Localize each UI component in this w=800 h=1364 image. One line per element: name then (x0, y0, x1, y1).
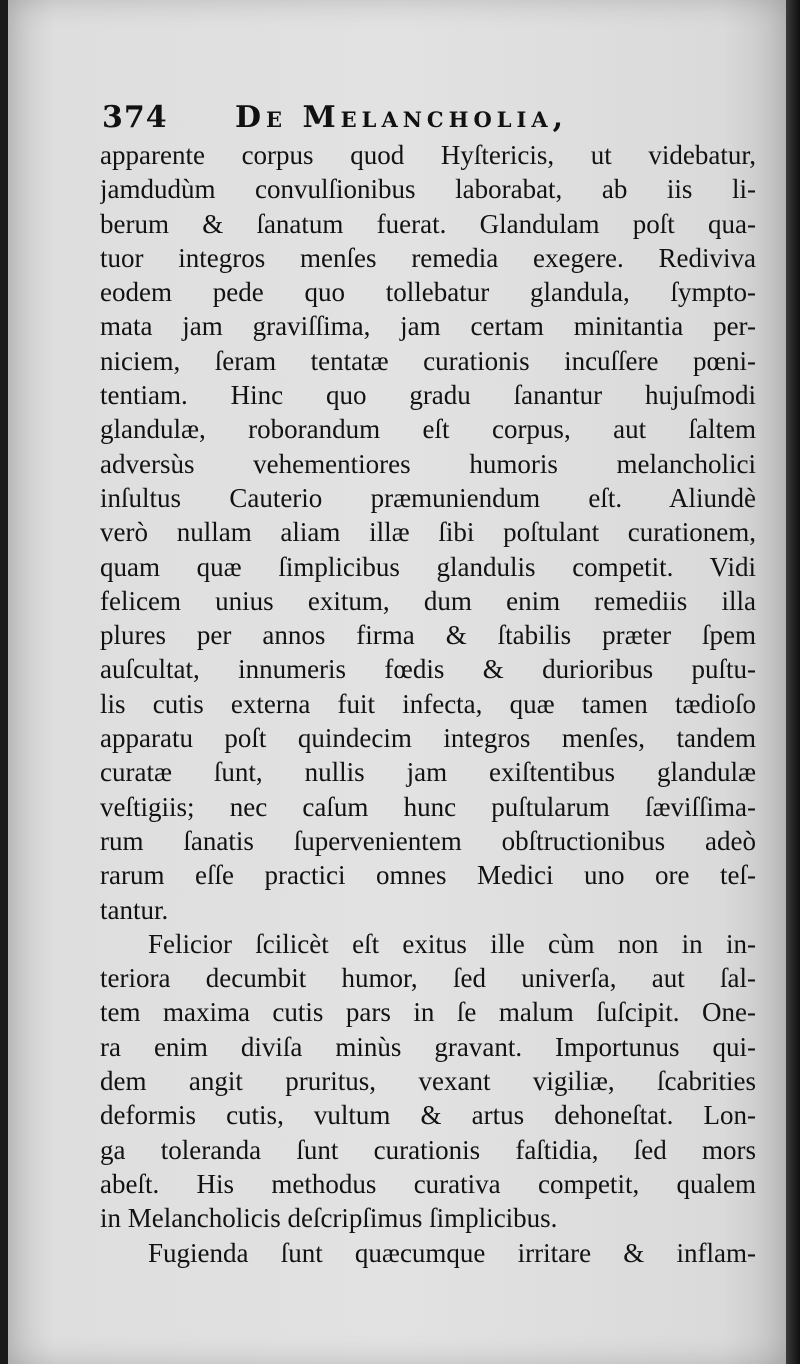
text-line: apparente corpus quod Hyſtericis, ut videbatur, (100, 140, 756, 170)
paragraph-start-line: Fugienda ſunt quæcumque irritare & inflam- (148, 1237, 756, 1268)
text-line: glandulæ, roborandum eſt corpus, aut ſaltem (100, 414, 756, 445)
text-line: adversùs vehementiores humoris melancholici (100, 448, 756, 479)
text-line: felicem unius exitum, dum enim remediis illa (100, 585, 756, 616)
text-line: abeſt. His methodus curativa competit, qualem (100, 1168, 756, 1199)
paragraph-start-line: Felicior ſcilicèt eſt exitus ille cùm non in in- (148, 928, 756, 959)
text-line: ra enim diviſa minùs gravant. Importunus qui- (100, 1031, 756, 1062)
text-line: rum ſanatis ſupervenientem obſtructionibus adeò (100, 825, 756, 856)
text-line: inſultus Cauterio præmuniendum eſt. Aliundè (100, 482, 756, 513)
text-line: apparatu poſt quindecim integros menſes, tandem (100, 723, 756, 754)
text-line: deformis cutis, vultum & artus dehoneſtat. Lon- (100, 1100, 756, 1131)
text-line: verò nullam aliam illæ ſibi poſtulant curationem, (100, 517, 756, 548)
page-number: 374 (102, 100, 168, 135)
text-line: jamdudùm convulſionibus laborabat, ab iis li- (100, 174, 756, 205)
running-title: De Melancholia, (235, 100, 569, 135)
book-page (8, 0, 786, 1364)
text-line: eodem pede quo tollebatur glandula, ſympto- (100, 277, 756, 308)
text-line: plures per annos firma & ſtabilis præter ſpem (100, 620, 756, 651)
text-line: tentiam. Hinc quo gradu ſanantur hujuſmodi (100, 380, 756, 411)
text-line: curatæ ſunt, nullis jam exiſtentibus glandulæ (100, 757, 756, 788)
page-header (102, 100, 742, 140)
body-text (100, 138, 756, 1270)
text-line: mata jam graviſſima, jam certam minitantia per- (100, 311, 756, 342)
text-line: tuor integros menſes remedia exegere. Rediviva (100, 242, 756, 273)
text-line: quam quæ ſimplicibus glandulis competit. Vidi (100, 551, 756, 582)
text-line: teriora decumbit humor, ſed univerſa, aut ſal- (100, 963, 756, 994)
text-line: tantur. (100, 894, 169, 925)
text-line: tem maxima cutis pars in ſe malum ſuſcipit. One- (100, 997, 756, 1028)
text-line: rarum eſſe practici omnes Medici uno ore teſ- (100, 860, 756, 891)
text-line: dem angit pruritus, vexant vigiliæ, ſcabrities (100, 1066, 756, 1097)
text-line: niciem, ſeram tentatæ curationis incuſſere pœni- (100, 345, 756, 376)
text-line: in Melancholicis deſcripſimus ſimplicibus. (100, 1203, 558, 1234)
page-edge-shadow (786, 0, 800, 1364)
text-line: berum & ſanatum fuerat. Glandulam poſt qua- (100, 208, 756, 239)
text-line: ga toleranda ſunt curationis faſtidia, ſed mors (100, 1134, 756, 1165)
text-line: lis cutis externa fuit infecta, quæ tamen tædioſo (100, 688, 756, 719)
text-line: auſcultat, innumeris fœdis & durioribus puſtu- (100, 654, 756, 685)
text-line: veſtigiis; nec caſum hunc puſtularum ſæviſſima- (100, 791, 756, 822)
